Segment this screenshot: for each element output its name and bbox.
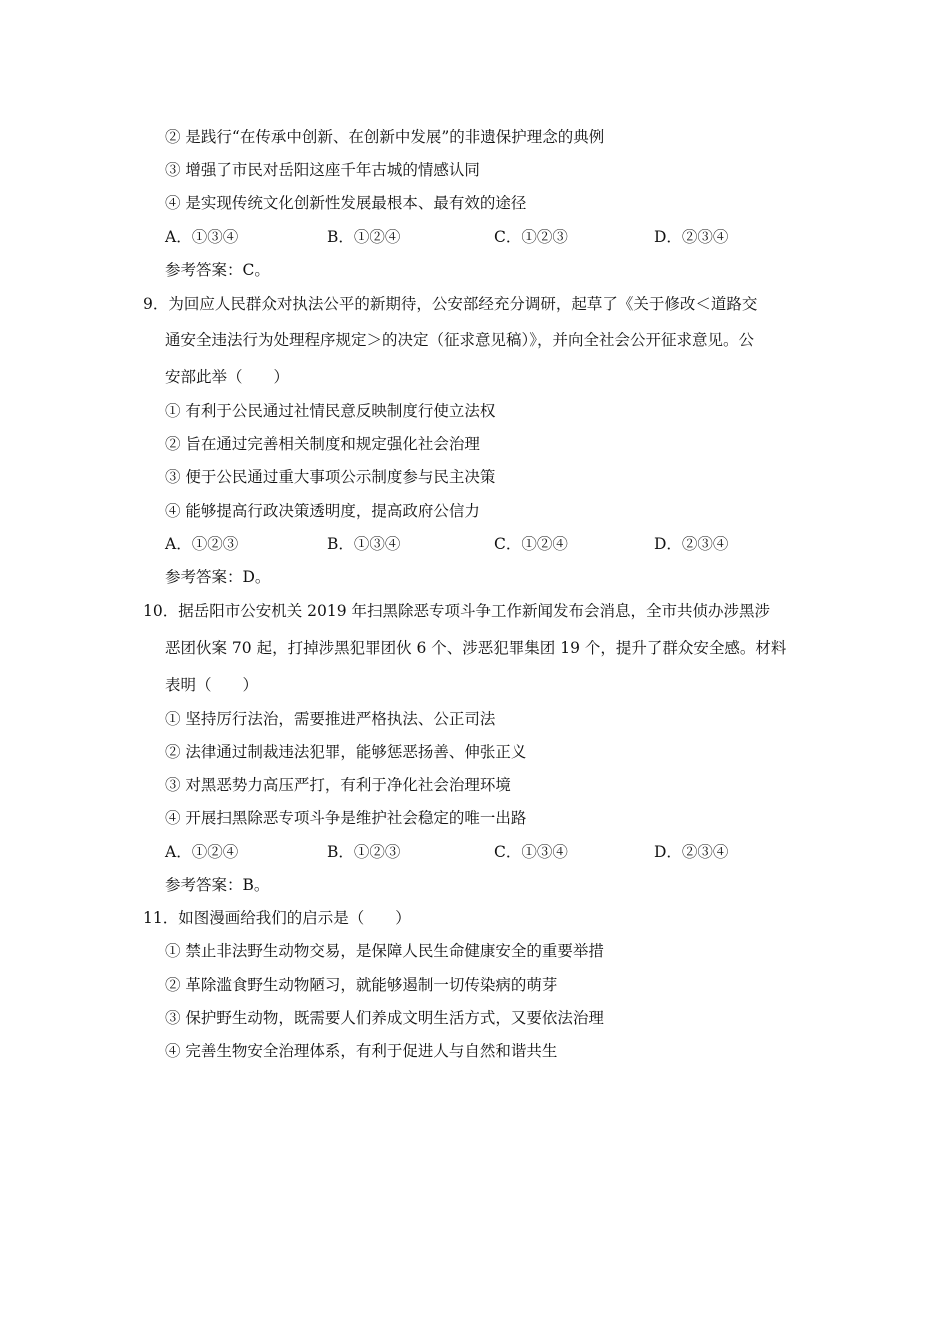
q8-option-a: A．①③④: [165, 228, 239, 246]
q9-item-1: ① 有利于公民通过社情民意反映制度行使立法权: [165, 402, 496, 420]
q10-option-a: A．①②④: [165, 843, 239, 861]
q10-item-4: ④ 开展扫黑除恶专项斗争是维护社会稳定的唯一出路: [165, 809, 527, 827]
q8-option-c: C．①②③: [494, 228, 568, 246]
q10-item-2: ② 法律通过制裁违法犯罪，能够惩恶扬善、伸张正义: [165, 743, 527, 761]
q9-item-4: ④ 能够提高行政决策透明度，提高政府公信力: [165, 502, 480, 520]
q9-option-b: B．①③④: [327, 535, 401, 553]
q11-item-1: ① 禁止非法野生动物交易，是保障人民生命健康安全的重要举措: [165, 942, 604, 960]
q8-item-2: ② 是践行“在传承中创新、在创新中发展”的非遗保护理念的典例: [165, 128, 605, 146]
q8-option-b: B．①②④: [327, 228, 401, 246]
q8-item-3: ③ 增强了市民对岳阳这座千年古城的情感认同: [165, 161, 480, 179]
q8-answer: 参考答案：C。: [165, 261, 270, 279]
q10-option-d: D．②③④: [654, 843, 729, 861]
q10-stem-line-3: 表明（ ）: [165, 676, 259, 694]
q8-option-d: D．②③④: [654, 228, 729, 246]
q10-stem-line-2: 恶团伙案 70 起，打掉涉黑犯罪团伙 6 个、涉恶犯罪集团 19 个，提升了群众安全感。材料: [165, 639, 787, 657]
q11-item-2: ② 革除滥食野生动物陋习，就能够遏制一切传染病的萌芽: [165, 976, 558, 994]
q10-stem-line-1: 10．据岳阳市公安机关 2019 年扫黑除恶专项斗争工作新闻发布会消息，全市共侦办涉黑涉: [143, 602, 771, 620]
q10-answer: 参考答案：B。: [165, 876, 270, 894]
q9-stem-line-3: 安部此举（ ）: [165, 368, 290, 386]
q11-stem-line-1: 11．如图漫画给我们的启示是（ ）: [143, 909, 411, 927]
q8-item-4: ④ 是实现传统文化创新性发展最根本、最有效的途径: [165, 194, 527, 212]
q9-option-a: A．①②③: [165, 535, 239, 553]
q10-option-b: B．①②③: [327, 843, 401, 861]
q9-answer: 参考答案：D。: [165, 568, 271, 586]
q9-item-3: ③ 便于公民通过重大事项公示制度参与民主决策: [165, 468, 496, 486]
q10-option-c: C．①③④: [494, 843, 568, 861]
q10-item-3: ③ 对黑恶势力高压严打，有利于净化社会治理环境: [165, 776, 511, 794]
q9-option-d: D．②③④: [654, 535, 729, 553]
q10-item-1: ① 坚持厉行法治，需要推进严格执法、公正司法: [165, 710, 496, 728]
q11-item-3: ③ 保护野生动物，既需要人们养成文明生活方式，又要依法治理: [165, 1009, 604, 1027]
q9-item-2: ② 旨在通过完善相关制度和规定强化社会治理: [165, 435, 480, 453]
q9-stem-line-1: 9．为回应人民群众对执法公平的新期待，公安部经充分调研，起草了《关于修改＜道路交: [143, 295, 758, 313]
q9-option-c: C．①②④: [494, 535, 568, 553]
q9-stem-line-2: 通安全违法行为处理程序规定＞的决定（征求意见稿）》，并向全社会公开征求意见。公: [165, 331, 755, 349]
q11-item-4: ④ 完善生物安全治理体系，有利于促进人与自然和谐共生: [165, 1042, 558, 1060]
